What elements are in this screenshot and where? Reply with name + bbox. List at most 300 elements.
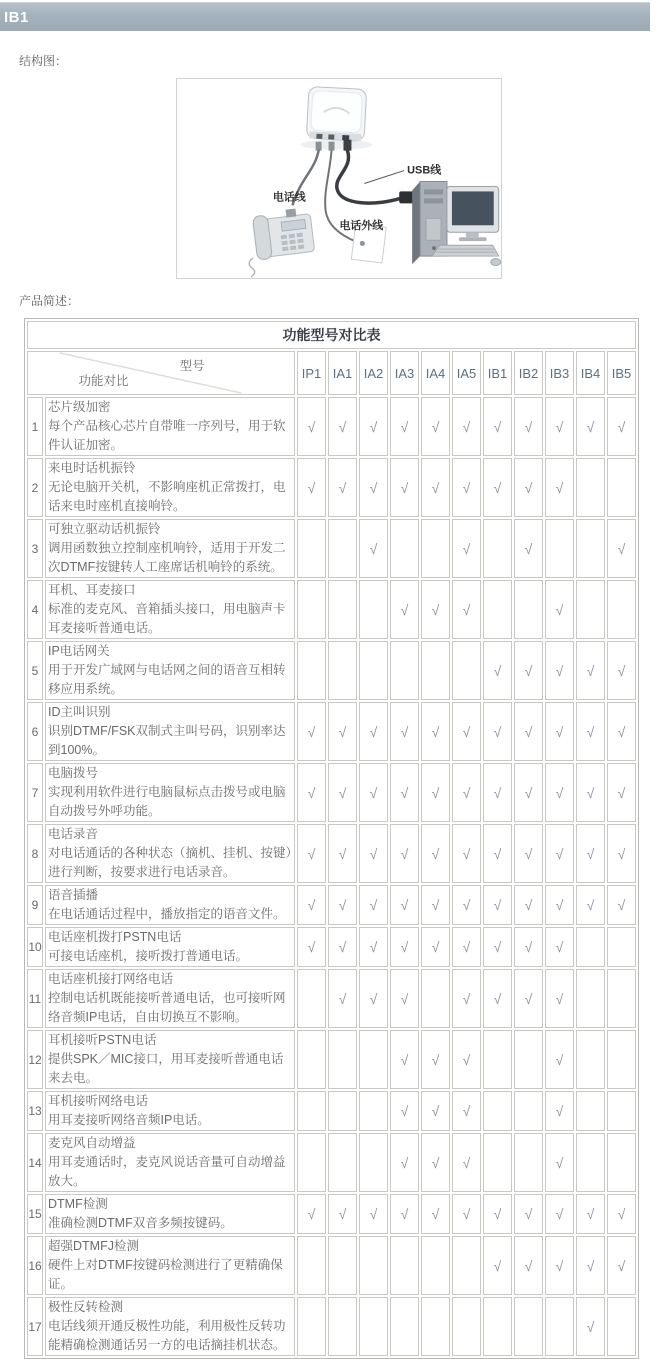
feature-name: 麦克风自动增益: [48, 1136, 136, 1150]
feature-detail: 用耳麦接听网络音频IP电话。: [48, 1113, 210, 1127]
check-cell-IP1: [297, 1133, 326, 1192]
check-cell-IA2: √: [359, 969, 388, 1028]
check-cell-IA4: [421, 1297, 450, 1356]
check-cell-IB5: [607, 1133, 636, 1192]
check-cell-IB4: [576, 1030, 605, 1089]
check-cell-IA1: [328, 1030, 357, 1089]
check-cell-IA5: √: [452, 885, 481, 925]
feature-detail: 无论电脑开关机，不影响座机正常拨打，电话来电时座机直接响铃。: [48, 480, 286, 513]
check-cell-IB1: √: [483, 1236, 512, 1295]
check-cell-IP1: √: [297, 702, 326, 761]
check-cell-IA3: √: [390, 397, 419, 456]
feature-detail: 调用函数独立控制座机响铃，适用于开发二次DTMF按键转人工座席话机响铃的系统。: [48, 541, 286, 574]
check-cell-IA3: √: [390, 1194, 419, 1234]
check-cell-IB5: √: [607, 702, 636, 761]
check-cell-IB1: √: [483, 885, 512, 925]
check-cell-IB5: [607, 969, 636, 1028]
feature-name: 语音插播: [48, 888, 99, 902]
check-cell-IB4: √: [576, 641, 605, 700]
feature-description-cell: [45, 1133, 295, 1192]
feature-name: 超强DTMFJ检测: [48, 1239, 139, 1253]
check-cell-IA3: [390, 1297, 419, 1356]
feature-name: ID主叫识别: [48, 705, 111, 719]
check-cell-IB3: [545, 1297, 574, 1356]
check-cell-IB5: √: [607, 1194, 636, 1234]
check-cell-IA1: [328, 641, 357, 700]
usb-cable: [337, 151, 400, 203]
check-cell-IP1: [297, 580, 326, 639]
check-cell-IA5: √: [452, 1133, 481, 1192]
check-cell-IB4: √: [576, 1236, 605, 1295]
check-cell-IP1: √: [297, 927, 326, 967]
page-header-bar: [0, 2, 650, 31]
check-cell-IA5: √: [452, 458, 481, 517]
model-column-IB5: IB5: [607, 351, 636, 395]
row-number: 3: [27, 519, 43, 578]
feature-description-cell: [45, 702, 295, 761]
feature-description-cell: [45, 1030, 295, 1089]
feature-description-cell: [45, 397, 295, 456]
feature-row-17: [27, 1297, 636, 1356]
check-cell-IA5: √: [452, 1194, 481, 1234]
check-cell-IA2: √: [359, 885, 388, 925]
check-cell-IB2: [514, 1030, 543, 1089]
feature-row-2: [27, 458, 636, 517]
check-cell-IA1: √: [328, 458, 357, 517]
check-cell-IA2: [359, 1236, 388, 1295]
check-cell-IB3: √: [545, 458, 574, 517]
check-cell-IB3: √: [545, 1194, 574, 1234]
check-cell-IA1: √: [328, 397, 357, 456]
check-cell-IA4: [421, 641, 450, 700]
feature-row-4: [27, 580, 636, 639]
feature-name: 电话座机接打网络电话: [48, 972, 174, 986]
check-cell-IP1: √: [297, 1194, 326, 1234]
table-title-row: [27, 321, 636, 349]
check-cell-IB5: √: [607, 1236, 636, 1295]
check-cell-IA2: √: [359, 702, 388, 761]
check-cell-IA3: √: [390, 1133, 419, 1192]
feature-description-cell: [45, 927, 295, 967]
check-cell-IA5: √: [452, 1091, 481, 1131]
feature-description-cell: [45, 763, 295, 822]
check-cell-IB1: √: [483, 641, 512, 700]
feature-description-cell: [45, 519, 295, 578]
check-cell-IA4: √: [421, 458, 450, 517]
check-cell-IA4: √: [421, 702, 450, 761]
check-cell-IA4: √: [421, 1133, 450, 1192]
feature-detail: 每个产品核心芯片自带唯一序列号，用于软件认证加密。: [48, 419, 286, 452]
row-number: 7: [27, 763, 43, 822]
check-cell-IB1: √: [483, 824, 512, 883]
check-cell-IB2: √: [514, 1194, 543, 1234]
row-number: 4: [27, 580, 43, 639]
telephone: [252, 207, 315, 260]
check-cell-IA5: √: [452, 763, 481, 822]
feature-table-body: [27, 397, 636, 1356]
row-number: 12: [27, 1030, 43, 1089]
check-cell-IA2: [359, 1133, 388, 1192]
check-cell-IB5: [607, 1297, 636, 1356]
check-cell-IA1: √: [328, 1194, 357, 1234]
check-cell-IA3: √: [390, 1091, 419, 1131]
check-cell-IA3: √: [390, 1030, 419, 1089]
feature-detail: 对电话通话的各种状态（摘机、挂机、按键）进行判断，按要求进行电话录音。: [48, 846, 292, 879]
check-cell-IA3: √: [390, 969, 419, 1028]
check-cell-IP1: [297, 1091, 326, 1131]
check-cell-IP1: [297, 519, 326, 578]
check-cell-IB3: √: [545, 927, 574, 967]
check-cell-IB2: √: [514, 519, 543, 578]
check-cell-IP1: √: [297, 458, 326, 517]
check-cell-IB4: [576, 519, 605, 578]
row-number: 16: [27, 1236, 43, 1295]
feature-row-7: [27, 763, 636, 822]
check-cell-IB4: √: [576, 824, 605, 883]
check-cell-IB3: √: [545, 641, 574, 700]
check-cell-IA4: [421, 519, 450, 578]
check-cell-IB3: √: [545, 702, 574, 761]
model-column-IA5: IA5: [452, 351, 481, 395]
check-cell-IA2: √: [359, 397, 388, 456]
feature-detail: 识别DTMF/FSK双制式主叫号码，识别率达到100%。: [48, 724, 286, 757]
feature-detail: 可接电话座机，接听拨打普通电话。: [48, 949, 249, 963]
check-cell-IA3: [390, 519, 419, 578]
feature-row-8: [27, 824, 636, 883]
check-cell-IA2: √: [359, 1194, 388, 1234]
check-cell-IB4: √: [576, 397, 605, 456]
check-cell-IB1: [483, 1091, 512, 1131]
check-cell-IB2: √: [514, 763, 543, 822]
check-cell-IA2: [359, 1297, 388, 1356]
corner-label-feature: 功能对比: [78, 374, 129, 388]
check-cell-IA1: [328, 580, 357, 639]
check-cell-IB5: [607, 458, 636, 517]
check-cell-IB1: [483, 580, 512, 639]
check-cell-IB3: √: [545, 1236, 574, 1295]
usb-line-label: USB线: [407, 164, 442, 177]
feature-detail: 控制电话机既能接听普通电话，也可接听网络音频IP电话，自由切换互不影响。: [48, 991, 286, 1024]
corner-label-model: 型号: [179, 359, 205, 373]
feature-row-3: [27, 519, 636, 578]
feature-name: 可独立驱动话机振铃: [48, 522, 161, 536]
row-number: 17: [27, 1297, 43, 1356]
check-cell-IA4: √: [421, 824, 450, 883]
check-cell-IB2: [514, 580, 543, 639]
check-cell-IA1: √: [328, 824, 357, 883]
row-number: 14: [27, 1133, 43, 1192]
check-cell-IA3: √: [390, 458, 419, 517]
row-number: 5: [27, 641, 43, 700]
feature-description-cell: [45, 1091, 295, 1131]
model-column-IA3: IA3: [390, 351, 419, 395]
row-number: 9: [27, 885, 43, 925]
check-cell-IA1: √: [328, 885, 357, 925]
feature-row-16: [27, 1236, 636, 1295]
feature-detail: 用耳麦通话时，麦克风说话音量可自动增益放大。: [48, 1155, 286, 1188]
feature-name: 电话座机拨打PSTN电话: [48, 930, 182, 944]
feature-detail: 标准的麦克风、音箱插头接口，用电脑声卡耳麦接听普通电话。: [48, 602, 286, 635]
check-cell-IB5: [607, 1091, 636, 1131]
check-cell-IA2: [359, 580, 388, 639]
check-cell-IP1: √: [297, 885, 326, 925]
row-number: 13: [27, 1091, 43, 1131]
check-cell-IA3: √: [390, 580, 419, 639]
check-cell-IA4: √: [421, 1091, 450, 1131]
check-cell-IB1: [483, 1297, 512, 1356]
product-connection-diagram: [177, 79, 501, 278]
feature-name: 耳机接听PSTN电话: [48, 1033, 157, 1047]
structure-section-label: 结构图：: [19, 54, 68, 68]
check-cell-IB4: √: [576, 763, 605, 822]
check-cell-IB4: [576, 458, 605, 517]
feature-detail: 电话线须开通反极性功能，利用极性反转功能精确检测通话另一方的电话摘挂机状态。: [48, 1319, 286, 1352]
check-cell-IA3: √: [390, 927, 419, 967]
feature-detail: 准确检测DTMF双音多频按键码。: [48, 1216, 233, 1230]
check-cell-IA3: √: [390, 702, 419, 761]
feature-detail: 实现利用软件进行电脑鼠标点击拨号或电脑自动拨号外呼功能。: [48, 785, 286, 818]
feature-description-cell: [45, 1194, 295, 1234]
model-column-IB3: IB3: [545, 351, 574, 395]
feature-description-cell: [45, 1236, 295, 1295]
check-cell-IB4: [576, 969, 605, 1028]
check-cell-IA4: √: [421, 397, 450, 456]
check-cell-IA3: √: [390, 824, 419, 883]
check-cell-IB1: [483, 519, 512, 578]
check-cell-IP1: [297, 1236, 326, 1295]
check-cell-IP1: √: [297, 397, 326, 456]
feature-detail: 在电话通话过程中，播放指定的语音文件。: [48, 907, 286, 921]
feature-row-10: [27, 927, 636, 967]
check-cell-IB1: √: [483, 397, 512, 456]
check-cell-IB5: [607, 1030, 636, 1089]
check-cell-IA2: √: [359, 519, 388, 578]
usb-label-line: [364, 171, 404, 184]
check-cell-IB1: √: [483, 702, 512, 761]
row-number: 10: [27, 927, 43, 967]
feature-description-cell: [45, 1297, 295, 1356]
check-cell-IB5: [607, 927, 636, 967]
row-number: 6: [27, 702, 43, 761]
check-cell-IA5: √: [452, 1030, 481, 1089]
feature-row-11: [27, 969, 636, 1028]
model-column-IA2: IA2: [359, 351, 388, 395]
check-cell-IB5: [607, 580, 636, 639]
feature-row-1: [27, 397, 636, 456]
check-cell-IB1: √: [483, 969, 512, 1028]
check-cell-IB2: √: [514, 702, 543, 761]
feature-name: IP电话网关: [48, 644, 110, 658]
check-cell-IB4: [576, 1091, 605, 1131]
check-cell-IA1: [328, 1091, 357, 1131]
check-cell-IA4: √: [421, 927, 450, 967]
check-cell-IB3: √: [545, 885, 574, 925]
feature-detail: 提供SPK／MIC接口，用耳麦接听普通电话来去电。: [48, 1052, 284, 1085]
check-cell-IP1: √: [297, 824, 326, 883]
check-cell-IA3: √: [390, 885, 419, 925]
check-cell-IA5: √: [452, 824, 481, 883]
check-cell-IB1: [483, 1133, 512, 1192]
usb-connector: [399, 191, 414, 203]
check-cell-IA4: √: [421, 1030, 450, 1089]
model-column-IB2: IB2: [514, 351, 543, 395]
overview-section-label: 产品简述：: [19, 294, 80, 308]
check-cell-IB5: √: [607, 641, 636, 700]
handset-cord: [249, 258, 255, 277]
check-cell-IB3: √: [545, 763, 574, 822]
feature-description-cell: [45, 641, 295, 700]
check-cell-IA2: √: [359, 927, 388, 967]
check-cell-IA2: [359, 1030, 388, 1089]
check-cell-IA4: √: [421, 885, 450, 925]
check-cell-IP1: [297, 1030, 326, 1089]
check-cell-IB3: √: [545, 969, 574, 1028]
phone-port-plug: [316, 142, 322, 151]
feature-row-12: [27, 1030, 636, 1089]
check-cell-IB1: [483, 1030, 512, 1089]
check-cell-IB3: √: [545, 1030, 574, 1089]
check-cell-IB2: [514, 1297, 543, 1356]
check-cell-IP1: [297, 969, 326, 1028]
check-cell-IA4: [421, 969, 450, 1028]
check-cell-IA2: √: [359, 763, 388, 822]
check-cell-IB2: √: [514, 458, 543, 517]
check-cell-IA1: [328, 519, 357, 578]
check-cell-IB3: √: [545, 397, 574, 456]
check-cell-IA5: [452, 641, 481, 700]
feature-description-cell: [45, 824, 295, 883]
feature-row-15: [27, 1194, 636, 1234]
check-cell-IA5: √: [452, 702, 481, 761]
feature-name: 耳机、耳麦接口: [48, 583, 136, 597]
check-cell-IA1: [328, 1236, 357, 1295]
check-cell-IB4: [576, 580, 605, 639]
check-cell-IA4: √: [421, 1194, 450, 1234]
check-cell-IB3: [545, 519, 574, 578]
check-cell-IB5: √: [607, 763, 636, 822]
check-cell-IP1: [297, 1297, 326, 1356]
check-cell-IB5: √: [607, 824, 636, 883]
check-cell-IB2: √: [514, 927, 543, 967]
check-cell-IA5: √: [452, 927, 481, 967]
check-cell-IB3: √: [545, 1091, 574, 1131]
check-cell-IA1: √: [328, 763, 357, 822]
check-cell-IA1: √: [328, 927, 357, 967]
outside-line-label: 电话外线: [339, 220, 384, 233]
feature-name: 电脑拨号: [48, 766, 99, 780]
table-title: 功能型号对比表: [27, 321, 636, 349]
feature-model-compare-table: [24, 318, 639, 1359]
check-cell-IA5: [452, 1236, 481, 1295]
check-cell-IB2: √: [514, 885, 543, 925]
check-cell-IA5: [452, 1297, 481, 1356]
feature-description-cell: [45, 458, 295, 517]
feature-description-cell: [45, 580, 295, 639]
check-cell-IA1: √: [328, 702, 357, 761]
feature-description-cell: [45, 885, 295, 925]
line-port-plug: [329, 142, 335, 151]
check-cell-IB2: √: [514, 969, 543, 1028]
page-title: IB1: [4, 9, 29, 26]
check-cell-IB2: √: [514, 1236, 543, 1295]
device-shadow: [301, 140, 373, 150]
feature-row-13: [27, 1091, 636, 1131]
feature-name: 极性反转检测: [48, 1300, 124, 1314]
check-cell-IB4: √: [576, 885, 605, 925]
row-number: 2: [27, 458, 43, 517]
feature-row-14: [27, 1133, 636, 1192]
model-column-IA1: IA1: [328, 351, 357, 395]
row-number: 15: [27, 1194, 43, 1234]
check-cell-IB5: √: [607, 885, 636, 925]
check-cell-IB1: √: [483, 458, 512, 517]
structure-figure: [176, 78, 502, 279]
check-cell-IA5: √: [452, 397, 481, 456]
feature-name: 来电时话机振铃: [48, 461, 136, 475]
check-cell-IB1: √: [483, 1194, 512, 1234]
check-cell-IB4: √: [576, 1194, 605, 1234]
model-column-IP1: IP1: [297, 351, 326, 395]
feature-description-cell: [45, 969, 295, 1028]
computer: [412, 181, 501, 265]
feature-row-5: [27, 641, 636, 700]
check-cell-IB3: √: [545, 580, 574, 639]
check-cell-IA4: √: [421, 580, 450, 639]
check-cell-IA5: √: [452, 580, 481, 639]
check-cell-IP1: [297, 641, 326, 700]
check-cell-IB2: √: [514, 397, 543, 456]
feature-name: 芯片级加密: [48, 400, 111, 414]
check-cell-IA4: √: [421, 763, 450, 822]
check-cell-IB4: [576, 1133, 605, 1192]
check-cell-IB2: [514, 1133, 543, 1192]
feature-name: 耳机接听网络电话: [48, 1094, 149, 1108]
model-column-IB1: IB1: [483, 351, 512, 395]
check-cell-IB3: √: [545, 1133, 574, 1192]
check-cell-IA4: [421, 1236, 450, 1295]
row-number: 1: [27, 397, 43, 456]
check-cell-IA1: [328, 1133, 357, 1192]
check-cell-IB1: √: [483, 927, 512, 967]
check-cell-IA3: [390, 1236, 419, 1295]
usb-adapter-device: [306, 86, 366, 141]
check-cell-IB4: √: [576, 1297, 605, 1356]
check-cell-IA3: [390, 641, 419, 700]
check-cell-IP1: √: [297, 763, 326, 822]
check-cell-IA2: √: [359, 458, 388, 517]
corner-header-cell: [27, 351, 295, 395]
feature-row-6: [27, 702, 636, 761]
feature-name: DTMF检测: [48, 1197, 108, 1211]
check-cell-IA3: √: [390, 763, 419, 822]
check-cell-IA2: √: [359, 824, 388, 883]
phone-line-label: 电话线: [272, 191, 306, 204]
feature-detail: 硬件上对DTMF按键码检测进行了更精确保证。: [48, 1258, 283, 1291]
check-cell-IB2: [514, 1091, 543, 1131]
check-cell-IB2: √: [514, 641, 543, 700]
check-cell-IA2: [359, 641, 388, 700]
corner-diagonal-line: [28, 352, 294, 394]
check-cell-IA1: √: [328, 969, 357, 1028]
model-column-IA4: IA4: [421, 351, 450, 395]
check-cell-IA5: √: [452, 969, 481, 1028]
check-cell-IA5: √: [452, 519, 481, 578]
models-row: [27, 351, 636, 395]
row-number: 11: [27, 969, 43, 1028]
check-cell-IB4: [576, 927, 605, 967]
check-cell-IB5: √: [607, 397, 636, 456]
check-cell-IB4: √: [576, 702, 605, 761]
